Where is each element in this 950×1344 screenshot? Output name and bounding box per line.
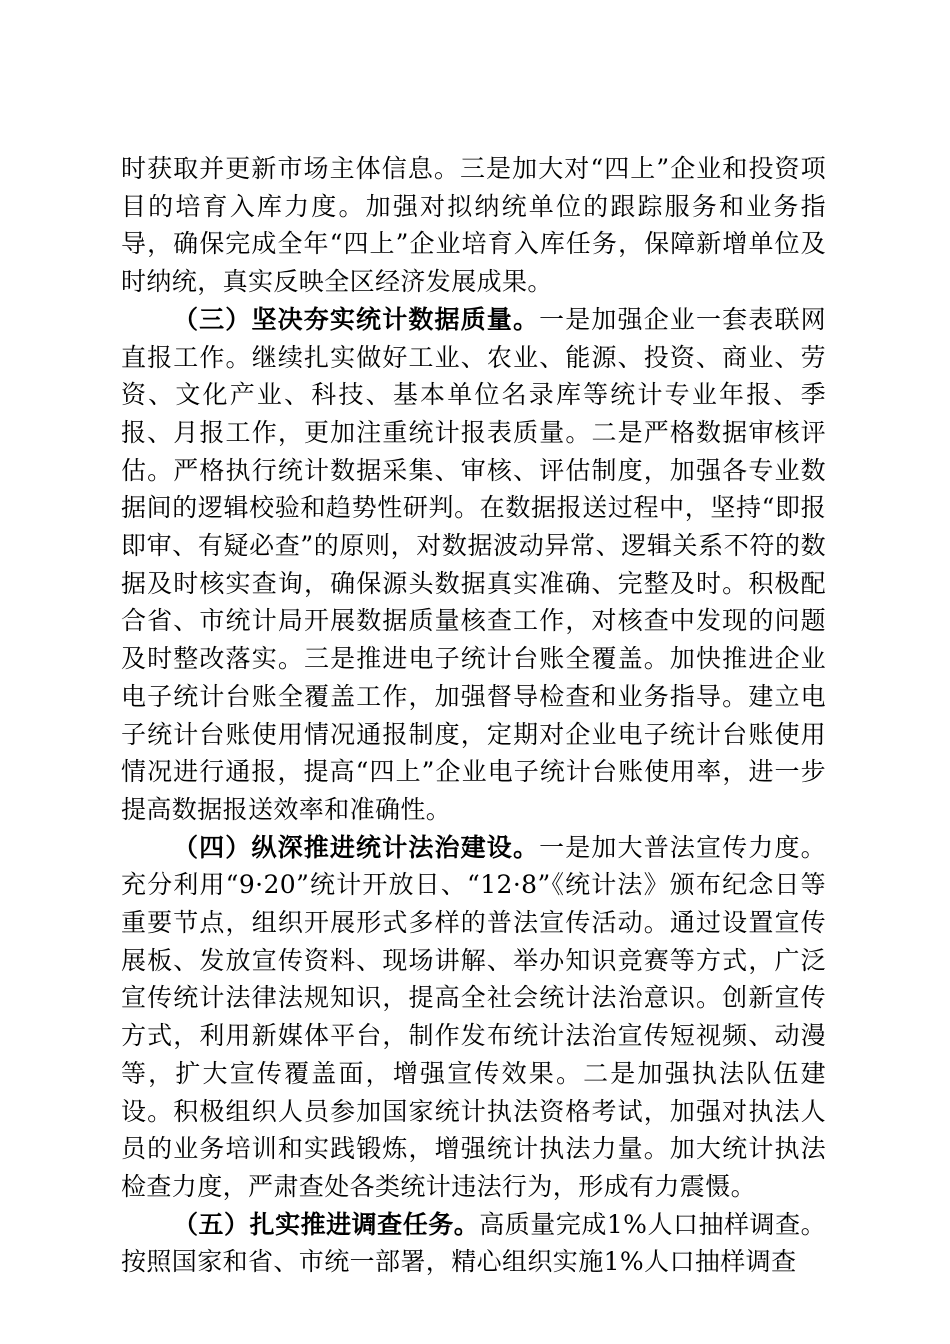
paragraph-section-4 [121, 829, 826, 1206]
paragraph-text: 一是加强企业一套表联网直报工作。继续扎实做好工业、农业、能源、投资、商业、劳资、文化产业、科技、基本单位名录库等统计专业年报、季报、月报工作，更加注重统计报表质量。二是严格数据审核评估。严格执行统计数据采集、审核、评估制度，加强各专业数据间的逻辑校验和趋势性研判。在数据报送过程中，坚持“即报即审、有疑必查”的原则，对数据波动异常、逻辑关系不符的数据及时核实查询，确保源头数据真实准确、完整及时。积极配合省、市统计局开展数据质量核查工作，对核查中发现的问题及时整改落实。三是推进电子统计台账全覆盖。加快推进企业电子统计台账全覆盖工作，加强督导检查和业务指导。建立电子统计台账使用情况通报制度，定期对企业电子统计台账使用情况进行通报，提高“四上”企业电子统计台账使用率，进一步提高数据报送效率和准确性。 [121, 304, 826, 824]
paragraph-section-3 [121, 301, 826, 829]
paragraph-text: 时获取并更新市场主体信息。三是加大对“四上”企业和投资项目的培育入库力度。加强对拟纳统单位的跟踪服务和业务指导，确保完成全年“四上”企业培育入库任务，保障新增单位及时纳统，真实反映全区经济发展成果。 [121, 154, 826, 297]
section-heading: （四）纵深推进统计法治建设。 [173, 832, 540, 862]
paragraph-continuation [121, 150, 826, 301]
paragraph-text: 高质量完成1%人口抽样调查。按照国家和省、市统一部署，精心组织实施1%人口抽样调查 [121, 1209, 826, 1277]
paragraph-text: 一是加大普法宣传力度。充分利用“9·20”统计开放日、“12·8”《统计法》颁布纪念日等重要节点，组织开展形式多样的普法宣传活动。通过设置宣传展板、发放宣传资料、现场讲解、举办知识竞赛等方式，广泛宣传统计法律法规知识，提高全社会统计法治意识。创新宣传方式，利用新媒体平台，制作发布统计法治宣传短视频、动漫等，扩大宣传覆盖面，增强宣传效果。二是加强执法队伍建设。积极组织人员参加国家统计执法资格考试，加强对执法人员的业务培训和实践锻炼，增强统计执法力量。加大统计执法检查力度，严肃查处各类统计违法行为，形成有力震慑。 [121, 832, 826, 1201]
paragraph-section-5 [121, 1206, 826, 1281]
document-body [121, 150, 826, 1281]
section-heading: （三）坚决夯实统计数据质量。 [173, 304, 540, 334]
section-heading: （五）扎实推进调查任务。 [173, 1209, 480, 1239]
